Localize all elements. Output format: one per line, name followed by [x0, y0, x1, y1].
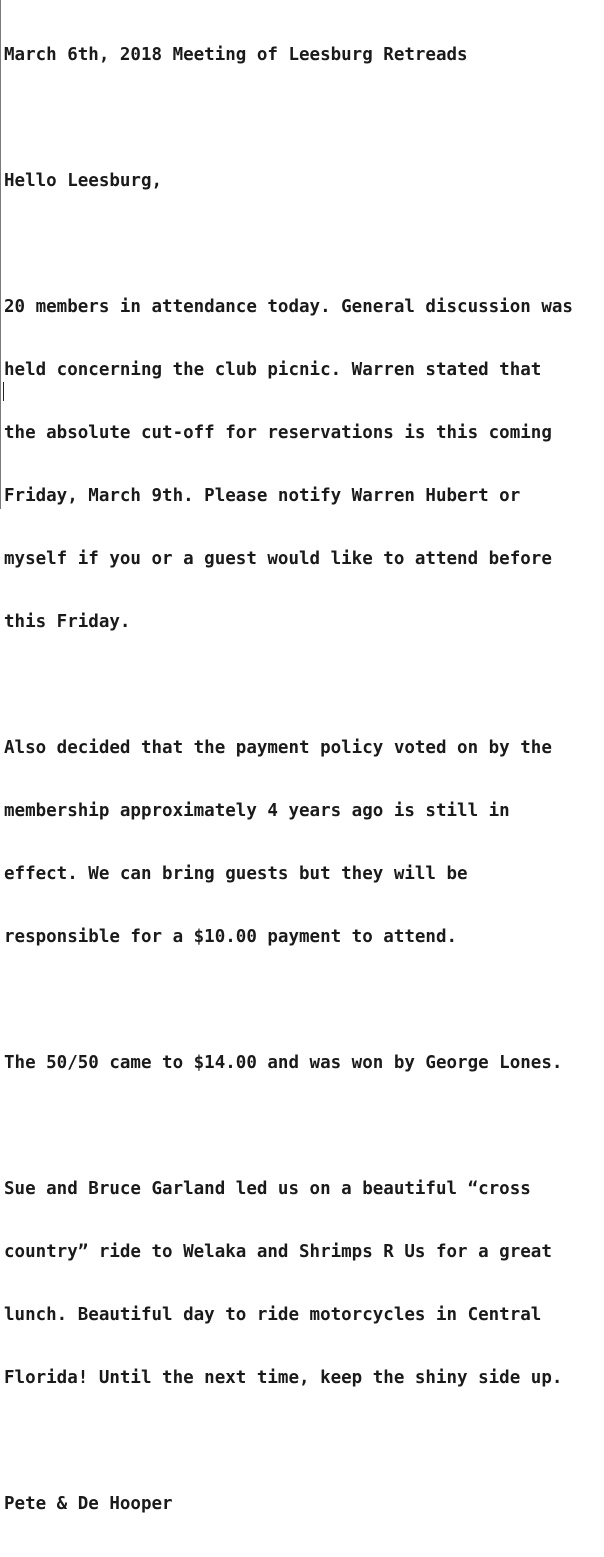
paragraph-line: Friday, March 9th. Please notify Warren Hubert or — [4, 486, 521, 506]
paragraph-line: lunch. Beautiful day to ride motorcycles in Central — [4, 1305, 542, 1325]
paragraph-line: the absolute cut-off for reservations is this coming — [4, 423, 552, 443]
paragraph-payment-policy — [4, 696, 602, 990]
paragraph-line: country” ride to Welaka and Shrimps R Us for a great — [4, 1242, 552, 1262]
paragraph-line: 20 members in attendance today. General discussion was — [4, 297, 573, 317]
paragraph-line: this Friday. — [4, 612, 131, 632]
signature-text: Pete & De Hooper — [4, 1494, 173, 1514]
email-body[interactable] — [4, 3, 602, 1557]
paragraph-line: held concerning the club picnic. Warren stated that — [4, 360, 542, 380]
title-line — [4, 3, 602, 108]
editor-left-border — [0, 0, 1, 509]
paragraph-line: effect. We can bring guests but they will be — [4, 864, 468, 884]
paragraph-line: Florida! Until the next time, keep the shiny side up. — [4, 1368, 563, 1388]
title-text: March 6th, 2018 Meeting of Leesburg Retreads — [4, 45, 468, 65]
paragraph-line: Also decided that the payment policy voted on by the — [4, 738, 552, 758]
paragraph-attendance — [4, 255, 602, 675]
greeting — [4, 129, 602, 234]
greeting-text: Hello Leesburg, — [4, 171, 163, 191]
paragraph-line: myself if you or a guest would like to attend before — [4, 549, 552, 569]
paragraph-fifty-fifty — [4, 1011, 602, 1116]
paragraph-line: responsible for a $10.00 payment to attend. — [4, 927, 458, 947]
signature — [4, 1452, 602, 1557]
paragraph-ride — [4, 1137, 602, 1431]
paragraph-line: The 50/50 came to $14.00 and was won by George Lones. — [4, 1053, 563, 1073]
paragraph-line: Sue and Bruce Garland led us on a beautiful “cross — [4, 1179, 531, 1199]
paragraph-line: membership approximately 4 years ago is still in — [4, 801, 510, 821]
